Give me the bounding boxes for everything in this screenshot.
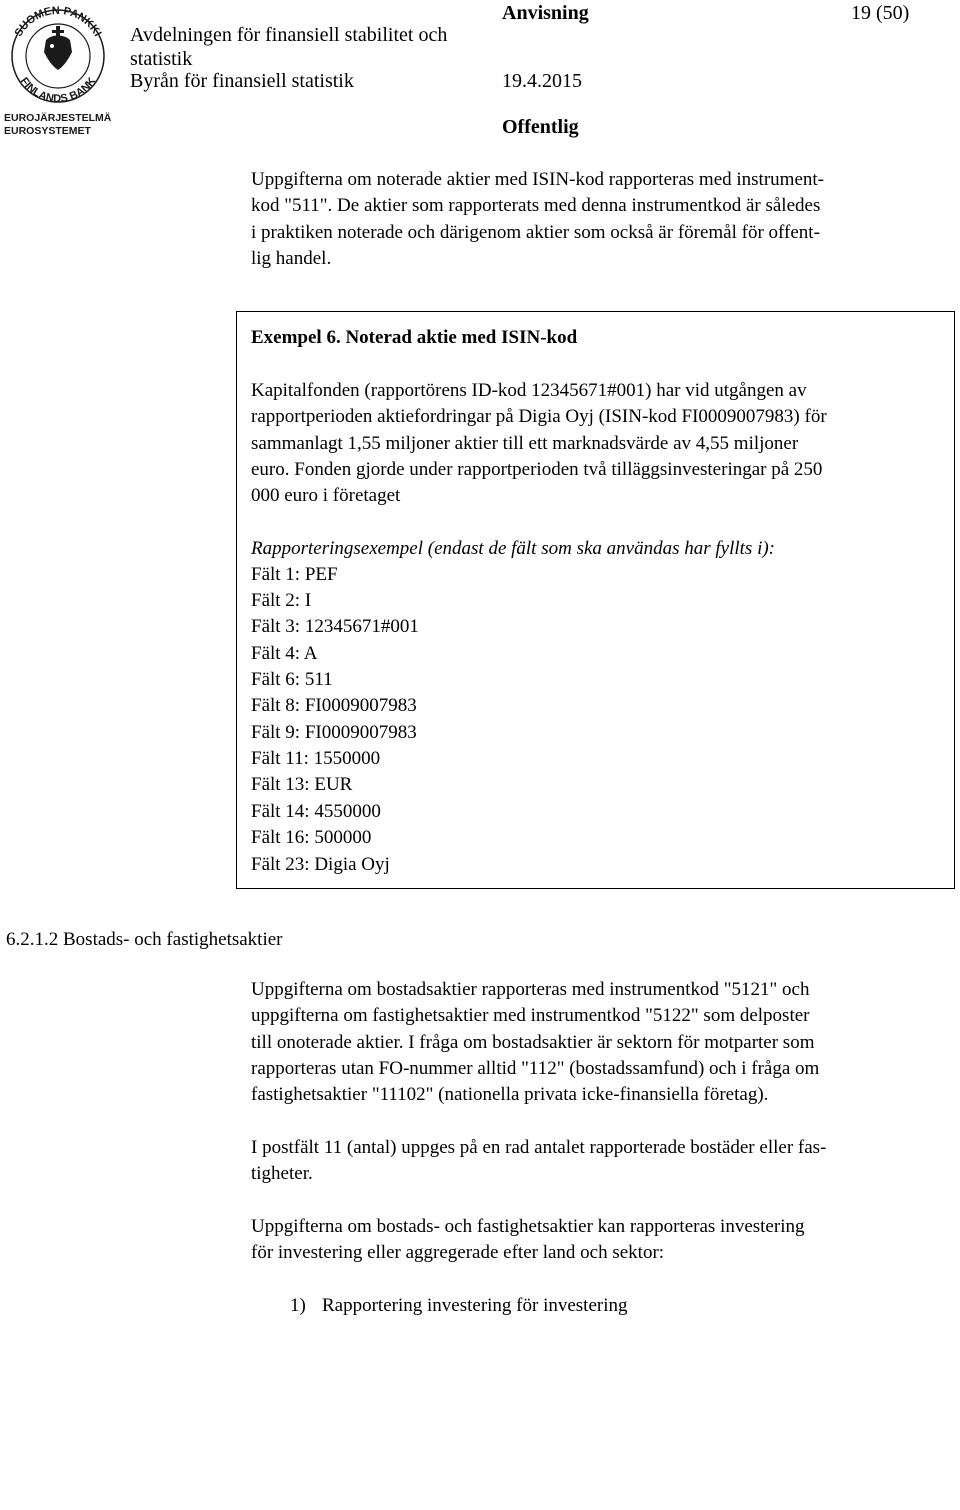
intro-paragraph (251, 167, 956, 272)
text-line: i praktiken noterade och därigenom aktier som också är föremål för offent- (251, 221, 820, 243)
text-line: för investering eller aggregerade efter land och sektor: (251, 1242, 665, 1264)
field-line: Fält 4: A (251, 643, 318, 664)
logo-line2: EUROSYSTEMET (4, 125, 91, 137)
text-line: lig handel. (251, 247, 332, 269)
list-item (290, 1295, 628, 1317)
page-number: 19 (50) (851, 2, 910, 24)
text-line: 000 euro i företaget (251, 485, 401, 507)
logo-ring-top: SUOMEN PANKKI (12, 4, 104, 39)
classification: Offentlig (502, 116, 579, 138)
text-line: uppgifterna om fastighetsaktier med instrumentkod "5122" som delposter (251, 1005, 810, 1027)
text-line: tigheter. (251, 1163, 313, 1185)
doc-type: Anvisning (502, 2, 589, 24)
bank-logo (2, 0, 112, 138)
field-line: Fält 13: EUR (251, 774, 353, 795)
text-line: I postfält 11 (antal) uppges på en rad antalet rapporterade bostäder eller fas- (251, 1137, 827, 1158)
field-line: Fält 11: 1550000 (251, 748, 381, 769)
example-description (251, 378, 956, 509)
logo-line1: EUROJÄRJESTELMÄ (4, 112, 112, 124)
org-line1: Avdelningen för finansiell stabilitet och (130, 24, 448, 46)
paragraph-bostadsaktier (251, 977, 956, 1108)
paragraph-rapportering (251, 1214, 956, 1267)
logo-ring-bottom: FINLANDS BANK (17, 75, 99, 106)
text-line: kod "511". De aktier som rapporterats med denna instrumentkod är således (251, 195, 821, 217)
doc-date: 19.4.2015 (502, 70, 582, 92)
example-heading: Exempel 6. Noterad aktie med ISIN-kod (251, 327, 578, 348)
bank-seal-icon (2, 0, 112, 138)
text-line: sammanlagt 1,55 miljoner aktier till ett marknadsvärde av 4,55 miljoner (251, 432, 799, 454)
org-line3: Byrån för finansiell statistik (130, 70, 354, 92)
text-line: till onoterade aktier. I fråga om bostadsaktier är sektorn för motparter som (251, 1031, 815, 1053)
list-number: 1) (290, 1295, 306, 1316)
field-line: Fält 2: I (251, 590, 312, 611)
field-line: Fält 16: 500000 (251, 827, 372, 848)
field-line: Fält 8: FI0009007983 (251, 695, 417, 716)
svg-text:FINLANDS BANK (18, 75, 99, 105)
field-line: Fält 3: 12345671#001 (251, 616, 419, 637)
field-line: Fält 1: PEF (251, 564, 338, 585)
list-text: Rapportering investering för investering (322, 1295, 628, 1316)
field-line: Fält 6: 511 (251, 669, 333, 690)
text-line: rapporteras utan FO-nummer alltid "112" (bostadssamfund) och i fråga om (251, 1057, 820, 1079)
text-line: Uppgifterna om bostads- och fastighetsaktier kan rapporteras investering (251, 1216, 805, 1237)
text-line: fastighetsaktier "11102" (nationella privata icke-finansiella företag). (251, 1084, 769, 1106)
text-line: rapportperioden aktiefordringar på Digia Oyj (ISIN-kod FI0009007983) för (251, 406, 827, 428)
text-line: Kapitalfonden (rapportörens ID-kod 12345671#001) har vid utgången av (251, 380, 807, 401)
field-line: Fält 14: 4550000 (251, 801, 381, 822)
field-line: Fält 9: FI0009007983 (251, 722, 417, 743)
text-line: Uppgifterna om noterade aktier med ISIN-kod rapporteras med instrument- (251, 169, 824, 190)
text-line: Uppgifterna om bostadsaktier rapporteras med instrumentkod "5121" och (251, 979, 810, 1000)
org-line2: statistik (130, 48, 193, 70)
field-line: Fält 23: Digia Oyj (251, 854, 390, 875)
paragraph-postfalt (251, 1135, 956, 1188)
reporting-intro: Rapporteringsexempel (endast de fält som ska användas har fyllts i): (251, 538, 776, 559)
section-heading: 6.2.1.2 Bostads- och fastighetsaktier (6, 929, 283, 950)
text-line: euro. Fonden gjorde under rapportperioden två tilläggsinvesteringar på 250 (251, 458, 823, 480)
